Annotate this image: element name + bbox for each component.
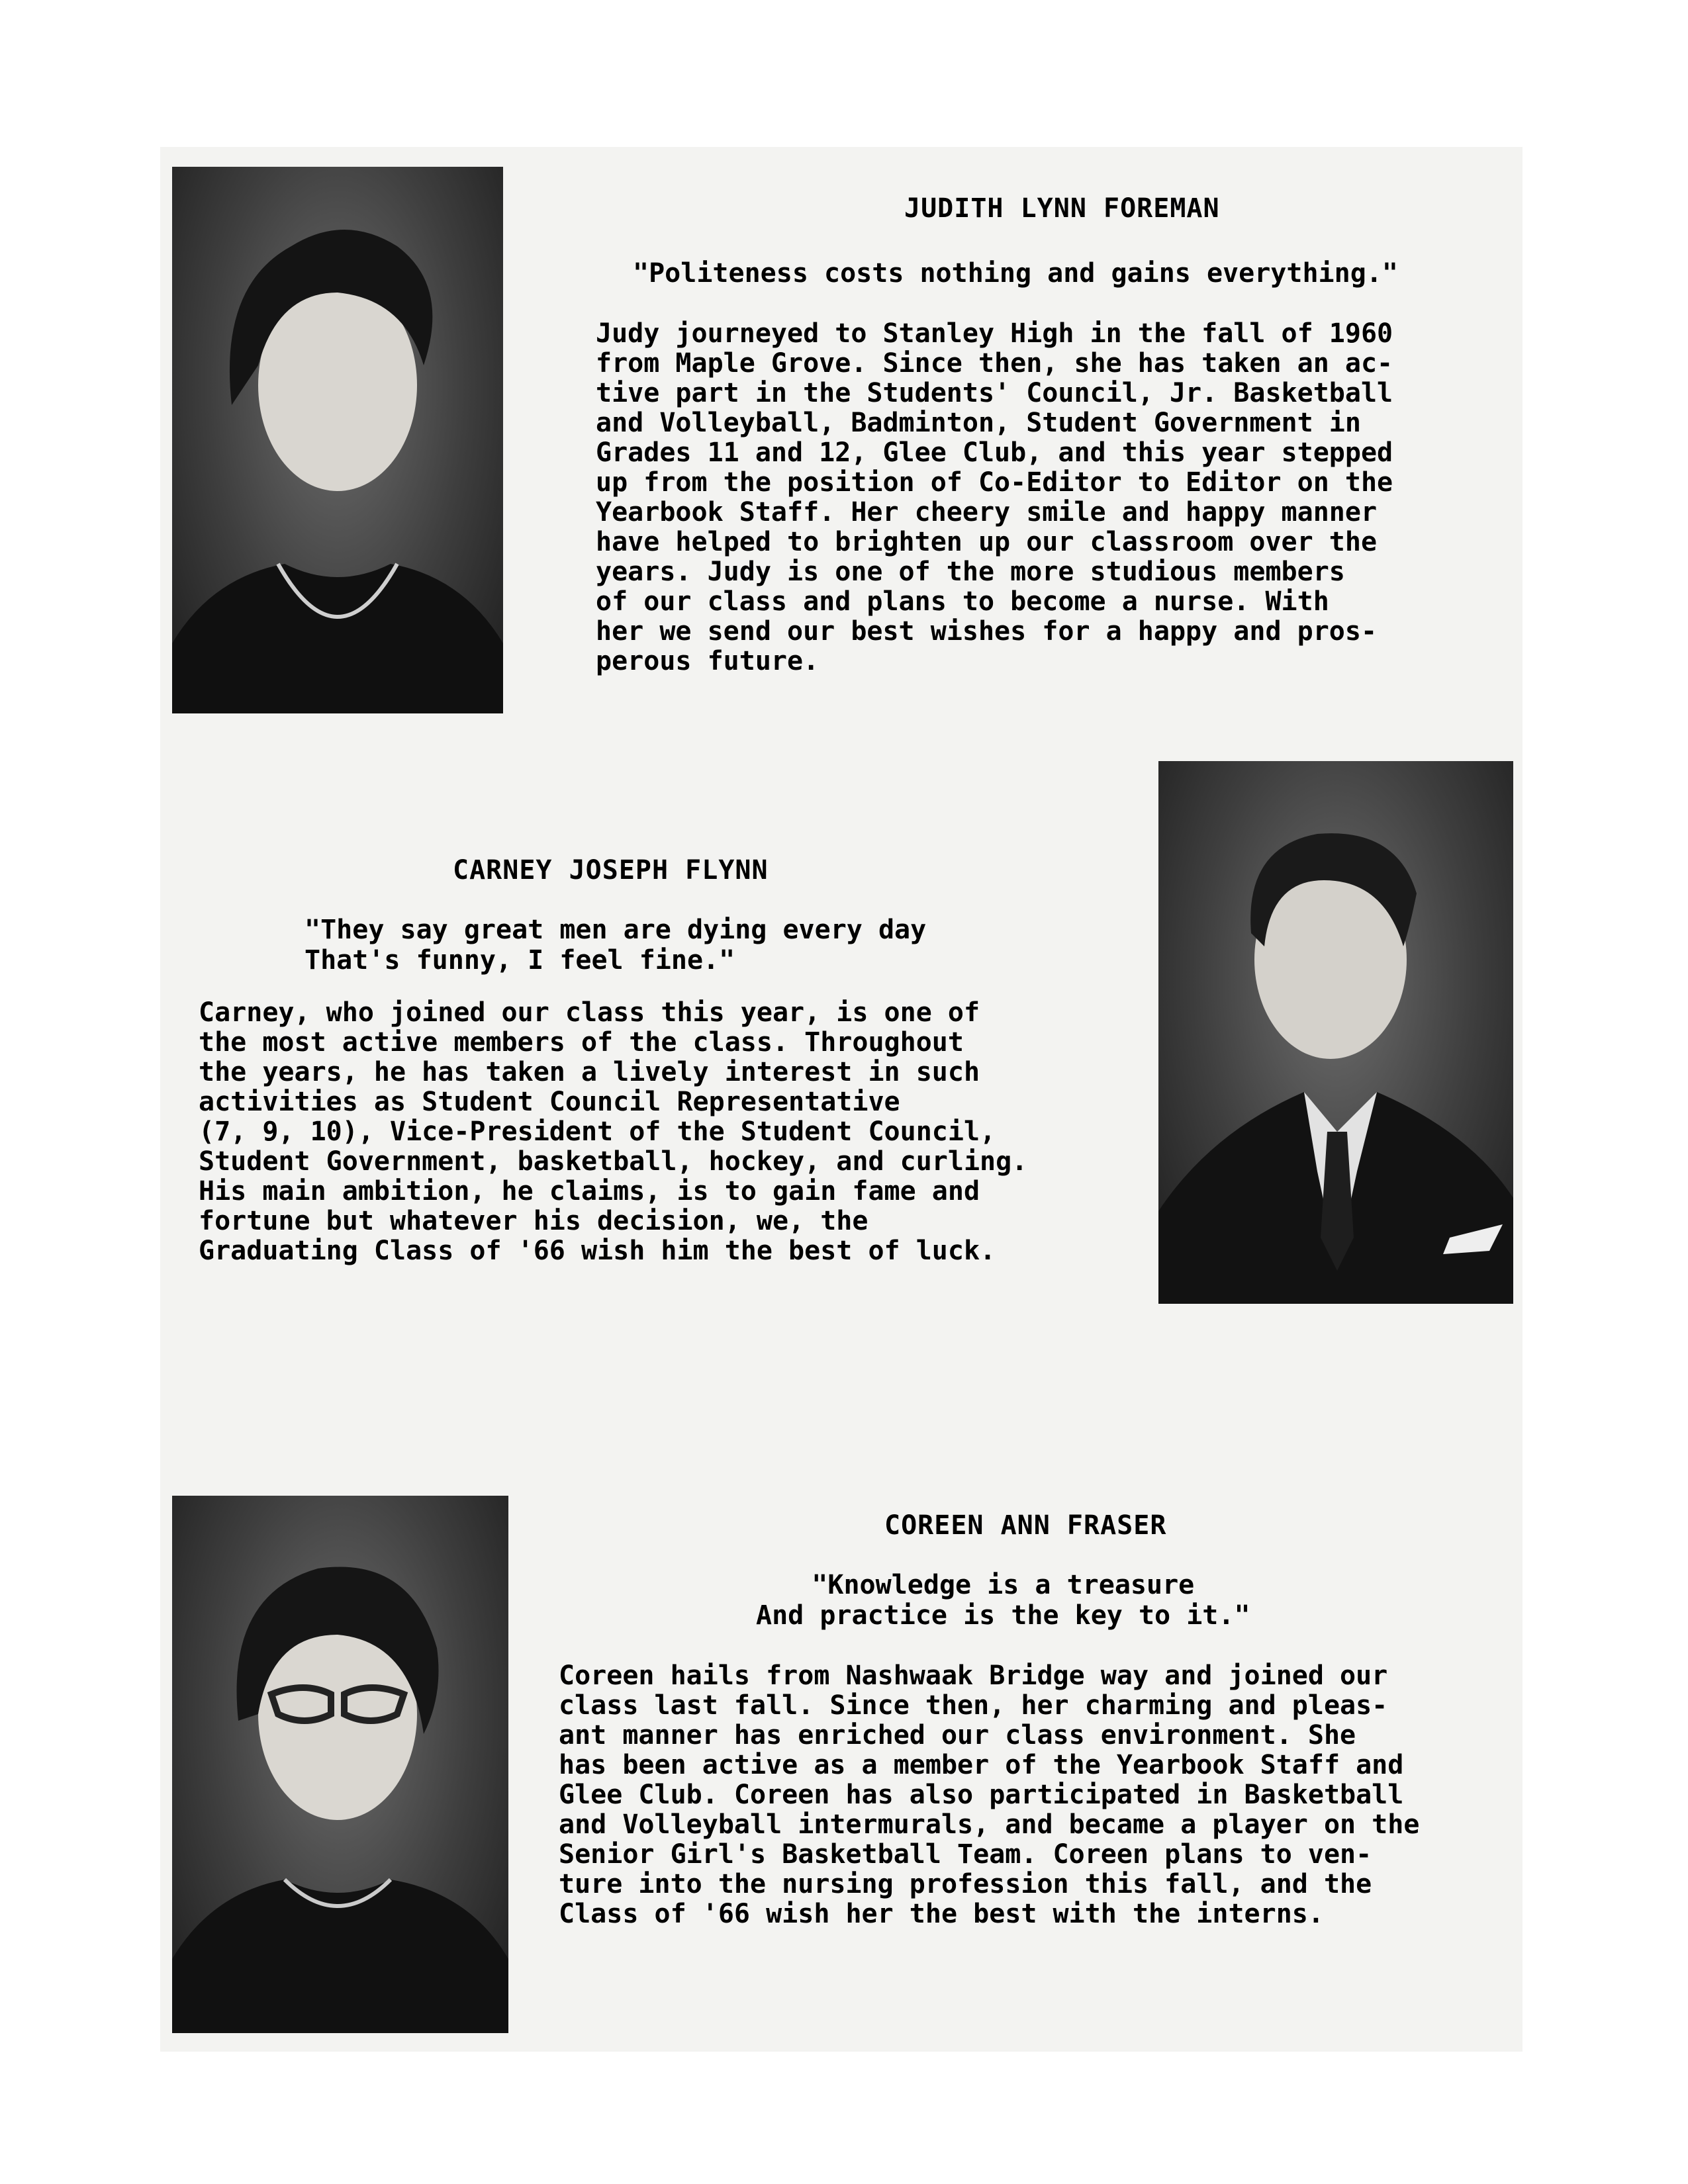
student-bio: Coreen hails from Nashwaak Bridge way and joined our class last fall. Since then, her charming and pleas- ant manner has enriched our class environment. She has been active as a member of the Yearbook Staff and Glee Club. Coreen has also participated in Basketball and Volleyball intermurals, and became a player on the Senior Girl's Basketball Team. Coreen plans to ven- ture into the nursing profession this fall, and the Class of '66 wish her the best with the interns. bbox=[559, 1661, 1420, 1929]
student-name: JUDITH LYNN FOREMAN bbox=[904, 193, 1220, 224]
yearbook-page bbox=[160, 147, 1523, 2052]
portrait-photo-carney bbox=[1158, 761, 1513, 1304]
student-bio: Judy journeyed to Stanley High in the fall of 1960 from Maple Grove. Since then, she has taken an ac- tive part in the Students' Council, Jr. Basketball and Volleyball, Badminton, Student Government in Grades 11 and 12, Glee Club, and this year stepped up from the position of Co-Editor to Editor on the Yearbook Staff. Her cheery smile and happy manner have helped to brighten up our classroom over the years. Judy is one of the more studious members of our class and plans to become a nurse. With her we send our best wishes for a happy and pros- perous future. bbox=[596, 318, 1393, 676]
student-name: CARNEY JOSEPH FLYNN bbox=[453, 855, 769, 886]
portrait-photo-judith bbox=[172, 167, 503, 713]
student-motto: "Knowledge is a treasure And practice is the key to it." bbox=[756, 1570, 1250, 1631]
student-motto: "They say great men are dying every day That's funny, I feel fine." bbox=[305, 915, 927, 976]
student-bio: Carney, who joined our class this year, is one of the most active members of the class. Throughout the years, he has taken a lively interest in such activities as Student Council Representative (7, 9, 10), Vice-President of the Student Council, Student Government, basketball, hockey, and curling. His main ambition, he claims, is to gain fame and fortune but whatever his decision, we, the Graduating Class of '66 wish him the best of luck. bbox=[199, 997, 1028, 1266]
student-motto: "Politeness costs nothing and gains everything." bbox=[633, 258, 1398, 289]
portrait-photo-coreen bbox=[172, 1496, 508, 2033]
student-name: COREEN ANN FRASER bbox=[884, 1510, 1167, 1541]
